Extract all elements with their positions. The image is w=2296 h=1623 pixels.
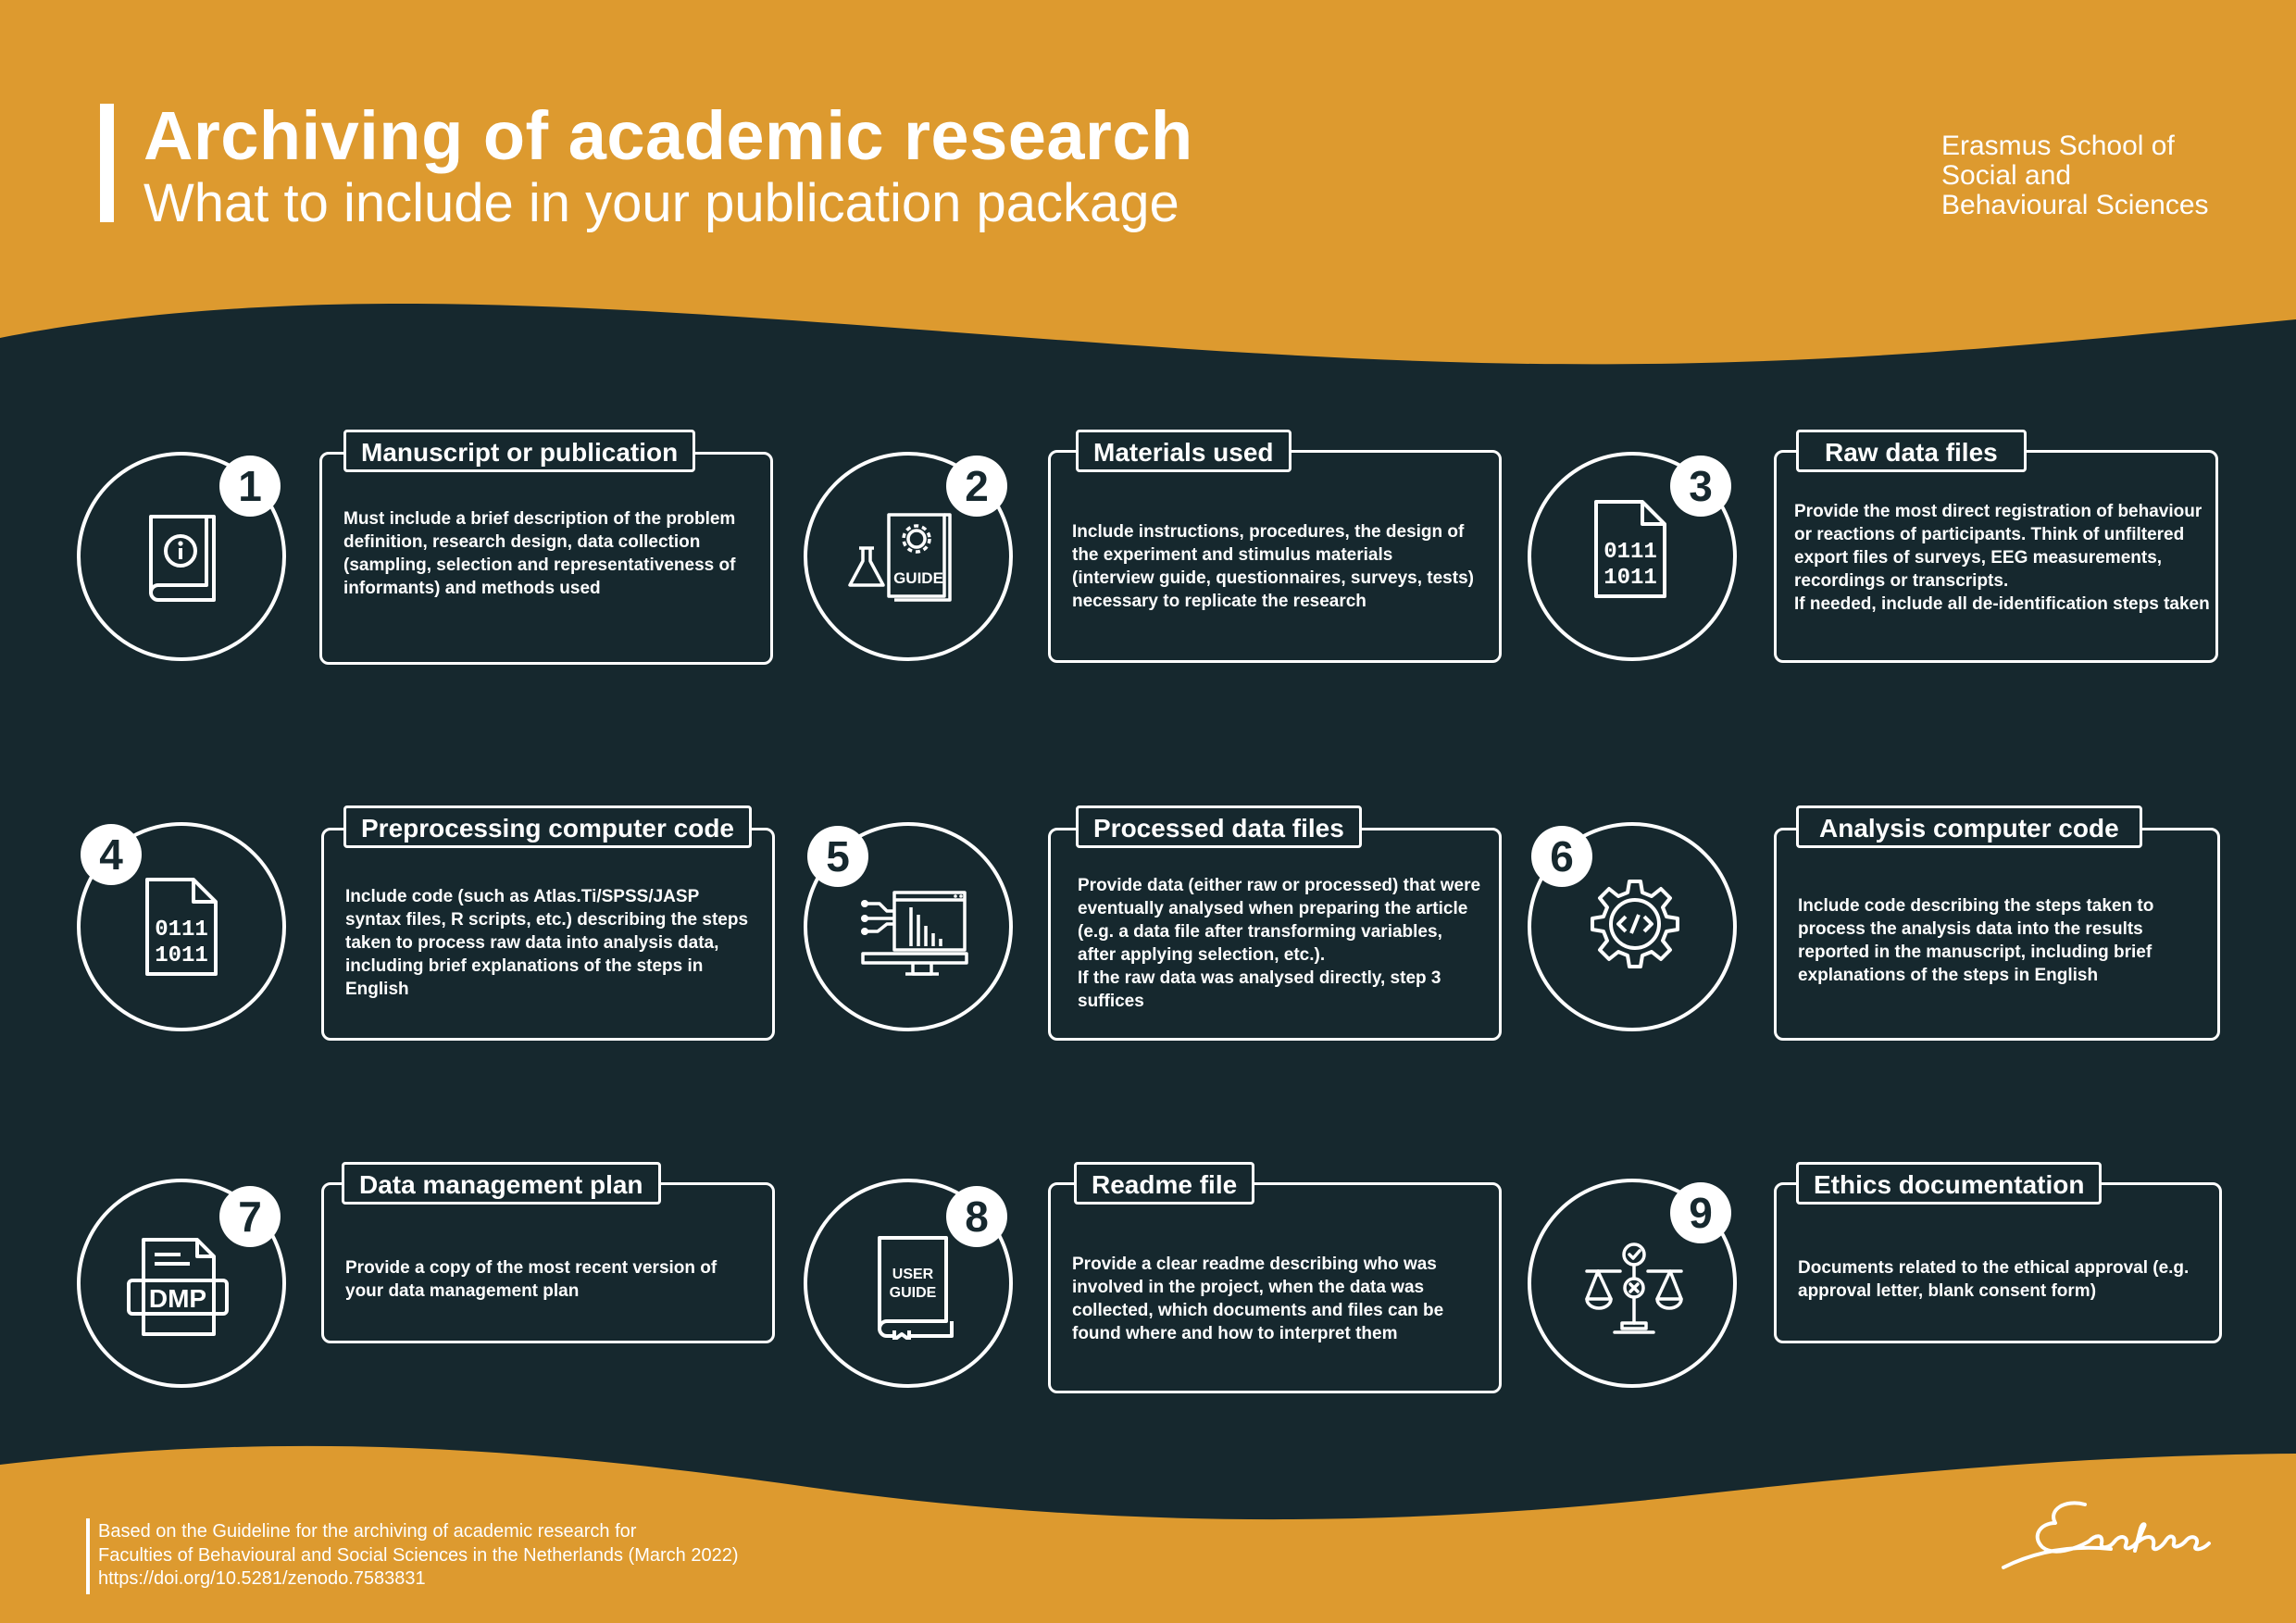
- step-description: Provide data (either raw or processed) that were eventually analysed when preparing the article (e.g. a data file after transforming variables, after applying selection, etc.). If the raw data was analysed directly, step 3 suffices: [1078, 876, 1481, 1011]
- dmp-document-icon: [125, 1236, 236, 1338]
- step-description: Documents related to the ethical approval (e.g. approval letter, blank consent form): [1798, 1258, 2190, 1301]
- footer-source: [98, 1520, 738, 1592]
- step-7: [77, 1162, 799, 1393]
- step-number: 8: [946, 1186, 1007, 1247]
- binary-file-icon: [140, 876, 223, 978]
- step-number: 2: [946, 456, 1007, 517]
- step-label: Analysis computer code: [1796, 805, 2142, 848]
- step-2: [804, 435, 1526, 667]
- ethics-scale-icon: [1583, 1238, 1685, 1340]
- icon-text: USER: [892, 1267, 934, 1282]
- step-number: 1: [219, 456, 281, 517]
- organization-name: [1941, 131, 2209, 220]
- code-gear-icon: [1583, 876, 1687, 980]
- step-label: Raw data files: [1796, 430, 2027, 472]
- step-label: Ethics documentation: [1796, 1162, 2102, 1205]
- icon-text: GUIDE: [893, 569, 943, 587]
- step-description: Include code (such as Atlas.Ti/SPSS/JASP syntax files, R scripts, etc.) describing the steps taken to process raw data into analysis data, including brief explanations of the steps in English: [345, 887, 749, 999]
- step-3: [1528, 435, 2250, 667]
- icon-text: 1011: [1603, 566, 1657, 591]
- step-number: 5: [807, 826, 868, 887]
- icon-text: DMP: [148, 1284, 207, 1313]
- step-label: Preprocessing computer code: [343, 805, 752, 848]
- step-label: Processed data files: [1076, 805, 1362, 848]
- icon-text: 0111: [155, 918, 208, 943]
- step-8: [804, 1162, 1526, 1393]
- footer-accent-bar: [86, 1518, 90, 1594]
- step-description: Provide a clear readme describing who was involved in the project, when the data was collected, which documents and files can be found where and how to interpret them: [1072, 1255, 1444, 1343]
- book-info-icon: [142, 509, 225, 602]
- step-number: 6: [1531, 826, 1592, 887]
- step-5: [804, 805, 1526, 1037]
- step-label: Data management plan: [342, 1162, 661, 1205]
- step-description: Provide a copy of the most recent version of your data management plan: [345, 1258, 718, 1301]
- step-number: 3: [1670, 456, 1731, 517]
- footer-doi-link[interactable]: https://doi.org/10.5281/zenodo.7583831: [98, 1568, 426, 1589]
- step-label: Readme file: [1074, 1162, 1254, 1205]
- organization-line: Erasmus School of: [1941, 131, 2175, 161]
- footer-line: Faculties of Behavioural and Social Sciences in the Netherlands (March 2022): [98, 1544, 739, 1566]
- step-description: Include code describing the steps taken to process the analysis data into the results reported in the manuscript, including brief explanations of the steps in English: [1798, 896, 2154, 985]
- binary-file-icon: [1589, 498, 1672, 600]
- step-4: [77, 805, 799, 1037]
- step-description: Must include a brief description of the problem definition, research design, data collection (sampling, selection and representativeness of informants) and methods used: [343, 509, 736, 598]
- data-monitor-icon: [859, 887, 970, 980]
- title-accent-bar: [100, 104, 114, 222]
- page-title: Archiving of academic research: [144, 97, 1193, 174]
- step-9: [1528, 1162, 2250, 1393]
- step-number: 9: [1670, 1182, 1731, 1243]
- icon-text: 1011: [155, 943, 208, 968]
- organization-line: Behavioural Sciences: [1941, 190, 2209, 220]
- organization-line: Social and: [1941, 160, 2072, 191]
- step-label: Manuscript or publication: [343, 430, 695, 472]
- step-description: Include instructions, procedures, the design of the experiment and stimulus materials (interview guide, questionnaires, surveys, tests) necessary to replicate the research: [1072, 522, 1474, 611]
- footer-line: Based on the Guideline for the archiving of academic research for: [98, 1521, 637, 1542]
- icon-text: 0111: [1603, 540, 1657, 565]
- step-6: [1528, 805, 2250, 1037]
- step-1: [77, 435, 799, 667]
- step-number: 7: [219, 1186, 281, 1247]
- page-subtitle: What to include in your publication package: [144, 173, 1179, 233]
- step-number: 4: [81, 824, 142, 885]
- step-description: Provide the most direct registration of behaviour or reactions of participants. Think of unfiltered export files of surveys, EEG measurements, recordings or transcripts. If needed, include all de-identification steps taken: [1794, 502, 2210, 614]
- guide-book-flask-icon: [844, 511, 965, 604]
- erasmus-logo: [2000, 1495, 2231, 1583]
- step-label: Materials used: [1076, 430, 1292, 472]
- icon-text: GUIDE: [889, 1285, 937, 1301]
- user-guide-book-icon: [872, 1232, 955, 1340]
